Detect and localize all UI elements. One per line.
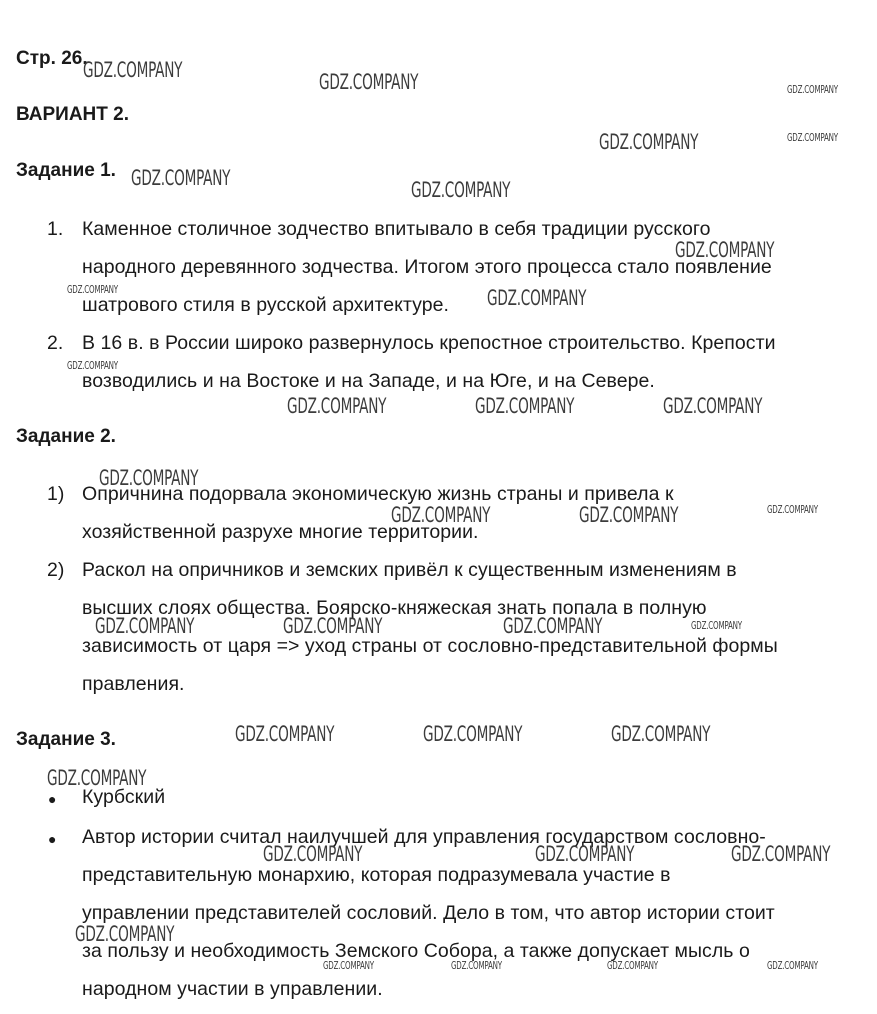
item-line: Каменное столичное зодчество впитывало в себя традиции русского [82,218,711,240]
page-reference: Стр. 26. [16,48,88,69]
watermark: GDZ.COMPANY [47,766,147,790]
watermark: GDZ.COMPANY [487,286,587,310]
watermark: GDZ.COMPANY [391,503,491,527]
item-line: управлении представителей сословий. Дело в том, что автор истории стоит [82,902,775,924]
watermark: GDZ.COMPANY [75,922,175,946]
variant-heading: ВАРИАНТ 2. [16,104,129,125]
item-line: зависимость от царя => уход страны от сословно-представительной формы [82,635,778,657]
watermark: GDZ.COMPANY [423,722,523,746]
watermark: GDZ.COMPANY [67,283,118,296]
item-line: народного деревянного зодчества. Итогом этого процесса стало появление [82,256,772,278]
task-1-heading: Задание 1. [16,160,116,181]
item-line: возводились и на Востоке и на Западе, и на Юге, и на Севере. [82,370,655,392]
task-3-heading: Задание 3. [16,729,116,750]
watermark: GDZ.COMPANY [767,959,818,972]
list-marker: 2. [47,332,64,354]
item-line: представительную монархию, которая подразумевала участие в [82,864,671,886]
watermark: GDZ.COMPANY [131,166,231,190]
watermark: GDZ.COMPANY [599,130,699,154]
watermark: GDZ.COMPANY [451,959,502,972]
watermark: GDZ.COMPANY [99,466,199,490]
item-line: шатрового стиля в русской архитектуре. [82,294,449,316]
item-line: Автор истории считал наилучшей для управления государством сословно- [82,826,766,848]
item-line: правления. [82,673,185,695]
watermark: GDZ.COMPANY [283,614,383,638]
item-line: народном участии в управлении. [82,978,383,1000]
item-line: за пользу и необходимость Земского Собора, а также допускает мысль о [82,940,750,962]
item-line: высших слоях общества. Боярско-княжеская знать попала в полную [82,597,707,619]
watermark: GDZ.COMPANY [663,394,763,418]
watermark: GDZ.COMPANY [607,959,658,972]
watermark: GDZ.COMPANY [263,842,363,866]
task-2-heading: Задание 2. [16,426,116,447]
watermark: GDZ.COMPANY [475,394,575,418]
watermark: GDZ.COMPANY [767,503,818,516]
watermark: GDZ.COMPANY [731,842,831,866]
item-line: хозяйственной разрухе многие территории. [82,521,479,543]
watermark: GDZ.COMPANY [675,238,775,262]
list-marker: 1. [47,218,64,240]
watermark: GDZ.COMPANY [787,131,838,144]
list-marker: 1) [47,483,65,505]
watermark: GDZ.COMPANY [579,503,679,527]
watermark: GDZ.COMPANY [503,614,603,638]
watermark: GDZ.COMPANY [67,359,118,372]
watermark: GDZ.COMPANY [319,70,419,94]
watermark: GDZ.COMPANY [535,842,635,866]
item-line: Курбский [82,786,166,808]
list-marker: 2) [47,559,65,581]
bullet-icon: ● [48,831,57,847]
watermark: GDZ.COMPANY [611,722,711,746]
watermark: GDZ.COMPANY [287,394,387,418]
watermark: GDZ.COMPANY [691,619,742,632]
watermark: GDZ.COMPANY [787,83,838,96]
item-line: Опричнина подорвала экономическую жизнь страны и привела к [82,483,674,505]
watermark: GDZ.COMPANY [83,58,183,82]
watermark: GDZ.COMPANY [95,614,195,638]
item-line: В 16 в. в России широко развернулось крепостное строительство. Крепости [82,332,776,354]
watermark: GDZ.COMPANY [323,959,374,972]
item-line: Раскол на опричников и земских привёл к существенным изменениям в [82,559,737,581]
bullet-icon: ● [48,791,57,807]
watermark: GDZ.COMPANY [411,178,511,202]
watermark: GDZ.COMPANY [235,722,335,746]
